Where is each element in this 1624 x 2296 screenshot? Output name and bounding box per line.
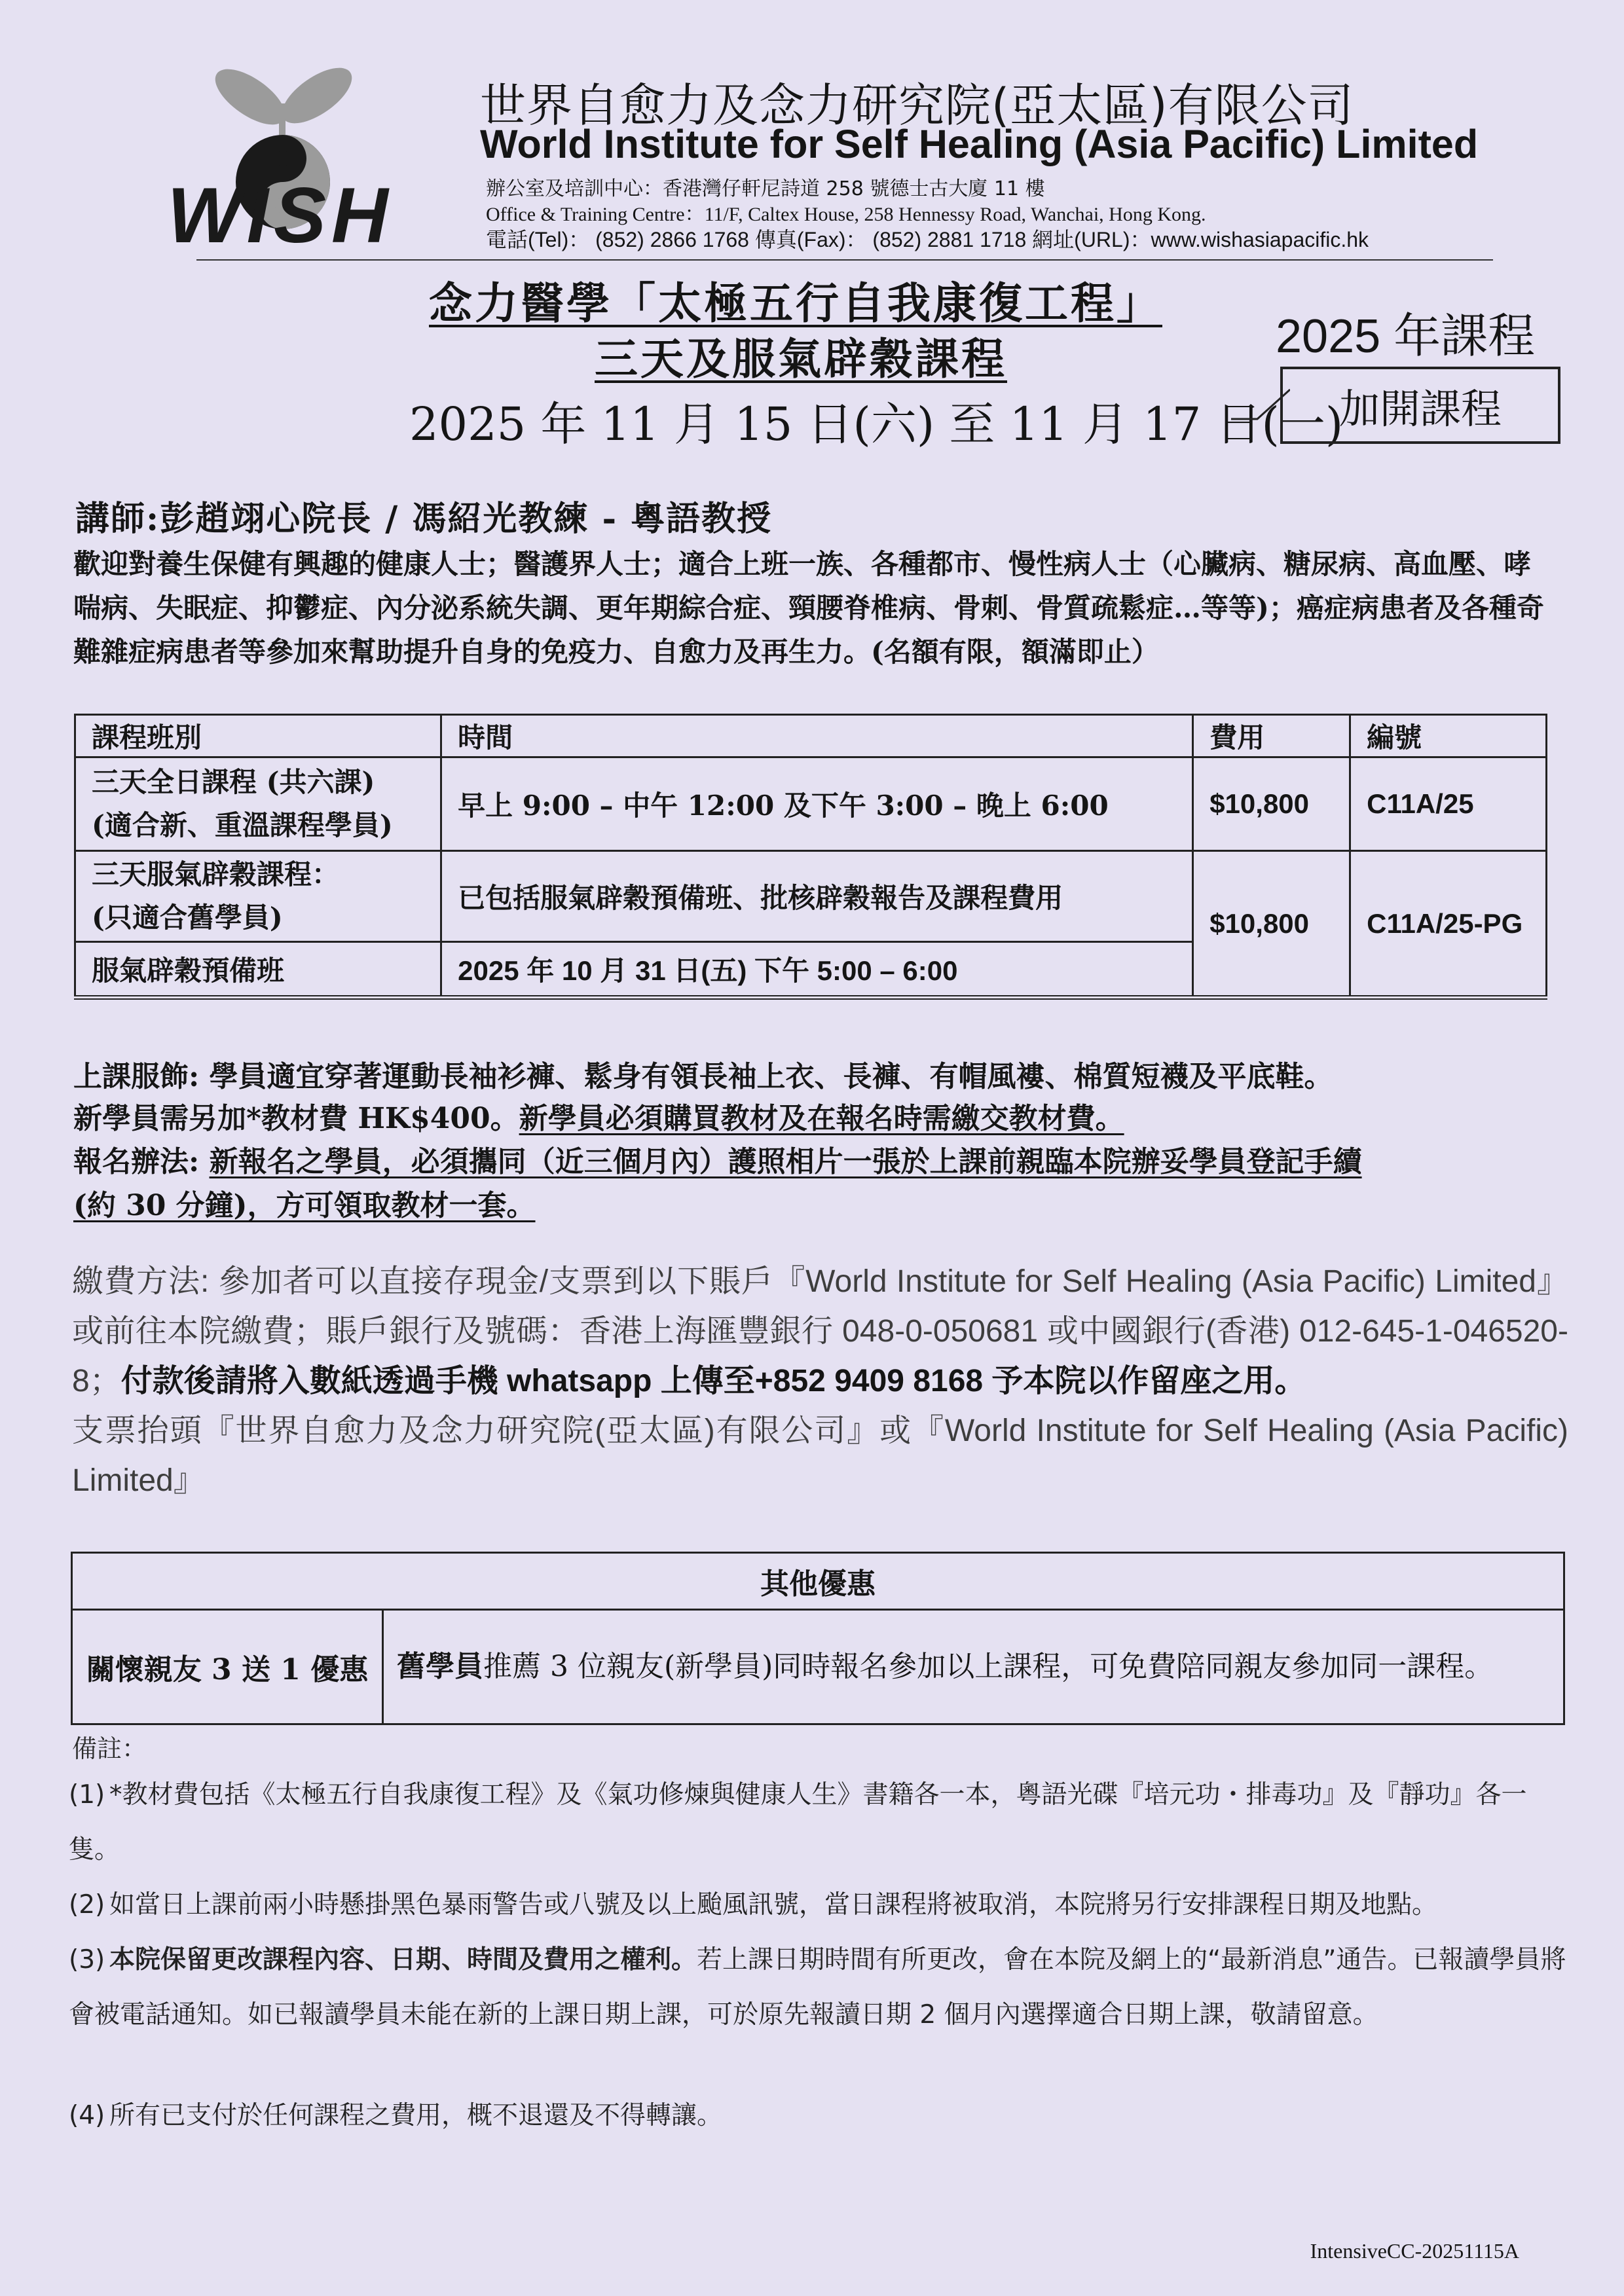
table-header: 時間	[441, 715, 1193, 757]
code-cell: C11A/25-PG	[1350, 851, 1547, 998]
remark-item	[69, 2088, 1568, 2143]
code-cell: C11A/25	[1350, 757, 1547, 851]
class-note: (適合新、重溫課程學員)	[92, 809, 393, 841]
registration-text: 新報名之學員，必須攜同（近三個月內）護照相片一張於上課前親臨本院辦妥學員登記手續	[209, 1145, 1362, 1178]
table-header: 編號	[1350, 715, 1547, 757]
class-cell: 服氣辟穀預備班	[75, 942, 441, 998]
table-header-row	[75, 715, 1547, 757]
offers-table	[71, 1552, 1565, 1725]
logo-text: WISH	[167, 172, 394, 254]
table-row	[72, 1610, 1564, 1724]
contact-line: 電話(Tel)： (852) 2866 1768 傳真(Fax)： (852) 2881 1718 網址(URL)：www.wishasiapacific.hk	[486, 228, 1369, 251]
registration-text-cont: (約 30 分鐘)，方可領取教材一套。	[73, 1189, 536, 1222]
address-zh: 辦公室及培訓中心：香港灣仔軒尼詩道 258 號德士古大廈 11 樓	[486, 177, 1045, 200]
course-dates: 2025 年 11 月 15 日(六) 至 11 月 17 日(一)	[409, 397, 1344, 451]
course-title-line1: 念力醫學「太極五行自我康復工程」	[429, 278, 1162, 329]
table-row	[75, 757, 1547, 851]
course-year-label: 2025 年課程	[1276, 310, 1536, 363]
remark-text: 如當日上課前兩小時懸掛黑色暴雨警告或八號及以上颱風訊號，當日課程將被取消，本院將另行安排課程日期及地點。	[109, 1890, 1438, 1920]
remark-text: *教材費包括《太極五行自我康復工程》及《氣功修煉與健康人生》書籍各一本，粵語光碟『培元功・排毒功』及『靜功』各一隻。	[69, 1780, 1527, 1865]
offer-text: 推薦 3 位親友(新學員)同時報名參加以上課程，可免費陪同親友參加同一課程。	[483, 1650, 1494, 1683]
course-table	[74, 714, 1547, 1000]
time-cell: 已包括服氣辟穀預備班、批核辟穀報告及課程費用	[441, 851, 1193, 942]
payment-text: 繳費方法: 參加者可以直接存現金/支票到以下賬戶『World Institute for Self Healing (Asia Pacific) Limited』或前往本院繳費；賬戶銀行及號碼：香港上海匯豐銀行 048-0-050681 或中國銀行(香港) 012-645-1-046520-8；	[72, 1264, 1568, 1398]
table-row	[75, 851, 1547, 942]
fee-cell: $10,800	[1193, 757, 1350, 851]
registration-note	[73, 1138, 1362, 1180]
registration-note-cont	[73, 1182, 536, 1224]
remark-item	[69, 1768, 1568, 1878]
remark-number: (2)	[69, 1890, 105, 1920]
remark-bold: 本院保留更改課程內容、日期、時間及費用之權利。	[109, 1945, 697, 1975]
document-code: IntensiveCC-20251115A	[1310, 2239, 1519, 2263]
course-title-line2: 三天及服氣辟穀課程	[595, 333, 1007, 384]
time-cell: 早上 9:00 – 中午 12:00 及下午 3:00 – 晚上 6:00	[441, 757, 1193, 851]
class-cell	[75, 757, 441, 851]
remarks-title: 備註：	[72, 1734, 147, 1763]
fee-prefix: 新學員需另加*教材費 HK$400。	[73, 1102, 519, 1135]
wish-logo	[145, 58, 415, 254]
class-name: 三天服氣辟穀課程：	[92, 858, 340, 890]
offer-description	[383, 1610, 1564, 1724]
remark-item	[69, 1878, 1568, 1933]
class-name: 三天全日課程 (共六課)	[92, 766, 375, 798]
address-en: Office & Training Centre：11/F, Caltex House, 258 Hennessy Road, Wanchai, Hong Kong.	[486, 204, 1206, 225]
offer-target: 舊學員	[397, 1650, 483, 1683]
remark-number: (4)	[69, 2101, 105, 2130]
remark-text: 若上課日期時間有所更改，會在本院及網上的“最新消息”通告。已報讀學員將會被電話通知。如已報讀學員未能在新的上課日期上課，可於原先報讀日期 2 個月內選擇適合日期上課，敬請留意。	[69, 1945, 1566, 2030]
instructors: 講師:彭趙翊心院長 / 馮紹光教練 - 粵語教授	[75, 499, 773, 539]
remark-text: 所有已支付於任何課程之費用，概不退還及不得轉讓。	[109, 2101, 723, 2130]
org-name-en: World Institute for Self Healing (Asia Pacific) Limited	[480, 122, 1479, 166]
payment-whatsapp: 付款後請將入數紙透過手機 whatsapp 上傳至+852 9409 8168 予本院以作留座之用。	[120, 1364, 1306, 1398]
fee-cell: $10,800	[1193, 851, 1350, 998]
payment-method	[72, 1257, 1568, 1506]
extra-course-badge: 加開課程	[1280, 367, 1560, 444]
class-note: (只適合舊學員)	[92, 902, 283, 934]
header-divider	[196, 259, 1493, 261]
fee-required: 新學員必須購買教材及在報名時需繳交教材費。	[519, 1102, 1124, 1135]
time-cell: 2025 年 10 月 31 日(五) 下午 5:00 – 6:00	[441, 942, 1193, 998]
table-header: 課程班別	[75, 715, 441, 757]
cheque-payee: 支票抬頭『世界自愈力及念力研究院(亞太區)有限公司』或『World Institute for Self Healing (Asia Pacific) Limited』	[72, 1413, 1568, 1498]
offer-name: 關懷親友 3 送 1 優惠	[72, 1610, 383, 1724]
class-cell	[75, 851, 441, 942]
attire-note: 上課服飾: 學員適宜穿著運動長袖衫褲、鬆身有領長袖上衣、長褲、有帽風褸、棉質短襪及平底鞋。	[73, 1060, 1333, 1093]
registration-label: 報名辦法:	[73, 1145, 200, 1178]
material-fee-note	[73, 1095, 1124, 1137]
remark-number: (3)	[69, 1945, 105, 1975]
remark-item	[69, 1933, 1568, 2043]
intro-paragraph: 歡迎對養生保健有興趣的健康人士；醫護界人士；適合上班一族、各種都市、慢性病人士（心臟病、糖尿病、高血壓、哮喘病、失眠症、抑鬱症、內分泌系統失調、更年期綜合症、頸腰脊椎病、骨刺、骨質疏鬆症…等等)；癌症病患者及各種奇難雜症病患者等參加來幫助提升自身的免疫力、自愈力及再生力。(名額有限，額滿即止）	[73, 548, 1544, 668]
offers-title: 其他優惠	[72, 1553, 1564, 1610]
remark-number: (1)	[69, 1780, 105, 1810]
table-header: 費用	[1193, 715, 1350, 757]
org-name-zh: 世界自愈力及念力研究院(亞太區)有限公司	[480, 79, 1354, 132]
